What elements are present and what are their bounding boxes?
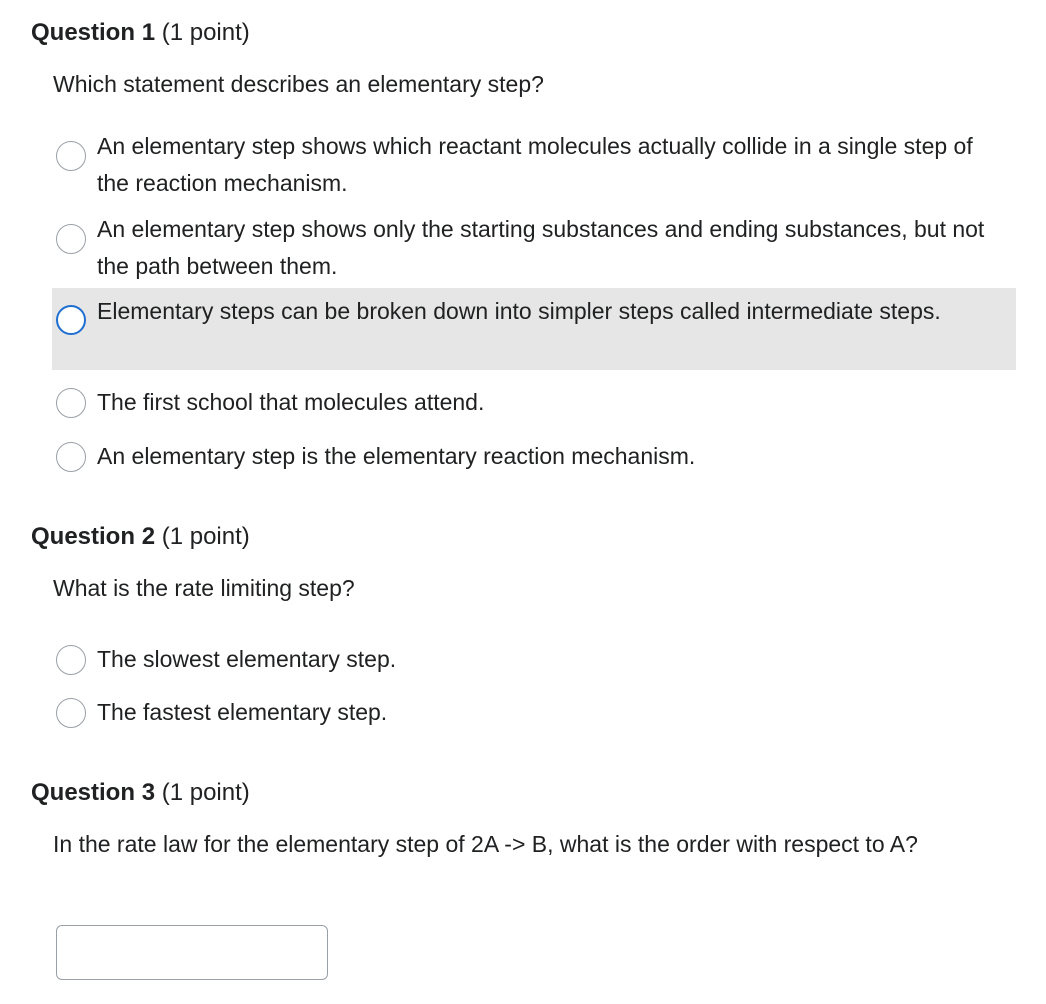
choice-label: Elementary steps can be broken down into simpler steps called intermediate steps. — [97, 298, 941, 324]
radio-button[interactable] — [56, 224, 86, 254]
question-3-title — [31, 778, 250, 808]
question-1-title — [31, 18, 250, 48]
radio-button[interactable] — [56, 305, 86, 335]
question-1-choice-5[interactable] — [52, 438, 1016, 475]
question-1-choice-1[interactable] — [52, 127, 1016, 201]
question-3-label: Question 3 — [31, 779, 156, 806]
question-3-answer-input[interactable] — [56, 925, 328, 980]
question-2-choice-1[interactable] — [52, 641, 1016, 678]
question-1-label: Question 1 — [31, 19, 156, 46]
choice-label: An elementary step shows which reactant molecules actually collide in a single step of the reaction mechanism. — [97, 133, 973, 196]
radio-button[interactable] — [56, 645, 86, 675]
radio-button[interactable] — [56, 388, 86, 418]
question-3-points: (1 point) — [161, 779, 250, 806]
choice-label: An elementary step is the elementary reaction mechanism. — [97, 443, 696, 469]
choice-label: The slowest elementary step. — [97, 646, 397, 672]
question-1-choice-3[interactable] — [52, 288, 1016, 370]
question-2-points: (1 point) — [161, 523, 250, 550]
question-3-prompt: In the rate law for the elementary step of 2A -> B, what is the order with respect to A? — [53, 831, 918, 857]
radio-button[interactable] — [56, 698, 86, 728]
choice-label: The fastest elementary step. — [97, 699, 388, 725]
question-1-prompt: Which statement describes an elementary step? — [53, 71, 544, 97]
question-1-choice-2[interactable] — [52, 210, 1016, 284]
question-1-points: (1 point) — [161, 19, 250, 46]
radio-button[interactable] — [56, 442, 86, 472]
question-2-prompt: What is the rate limiting step? — [53, 575, 355, 601]
radio-button[interactable] — [56, 141, 86, 171]
choice-label: An elementary step shows only the starting substances and ending substances, but not the path between them. — [97, 216, 985, 279]
choice-label: The first school that molecules attend. — [97, 389, 485, 415]
question-2-title — [31, 522, 250, 552]
question-2-choice-2[interactable] — [52, 694, 1016, 731]
question-2-label: Question 2 — [31, 523, 156, 550]
question-1-choice-4[interactable] — [52, 384, 1016, 421]
